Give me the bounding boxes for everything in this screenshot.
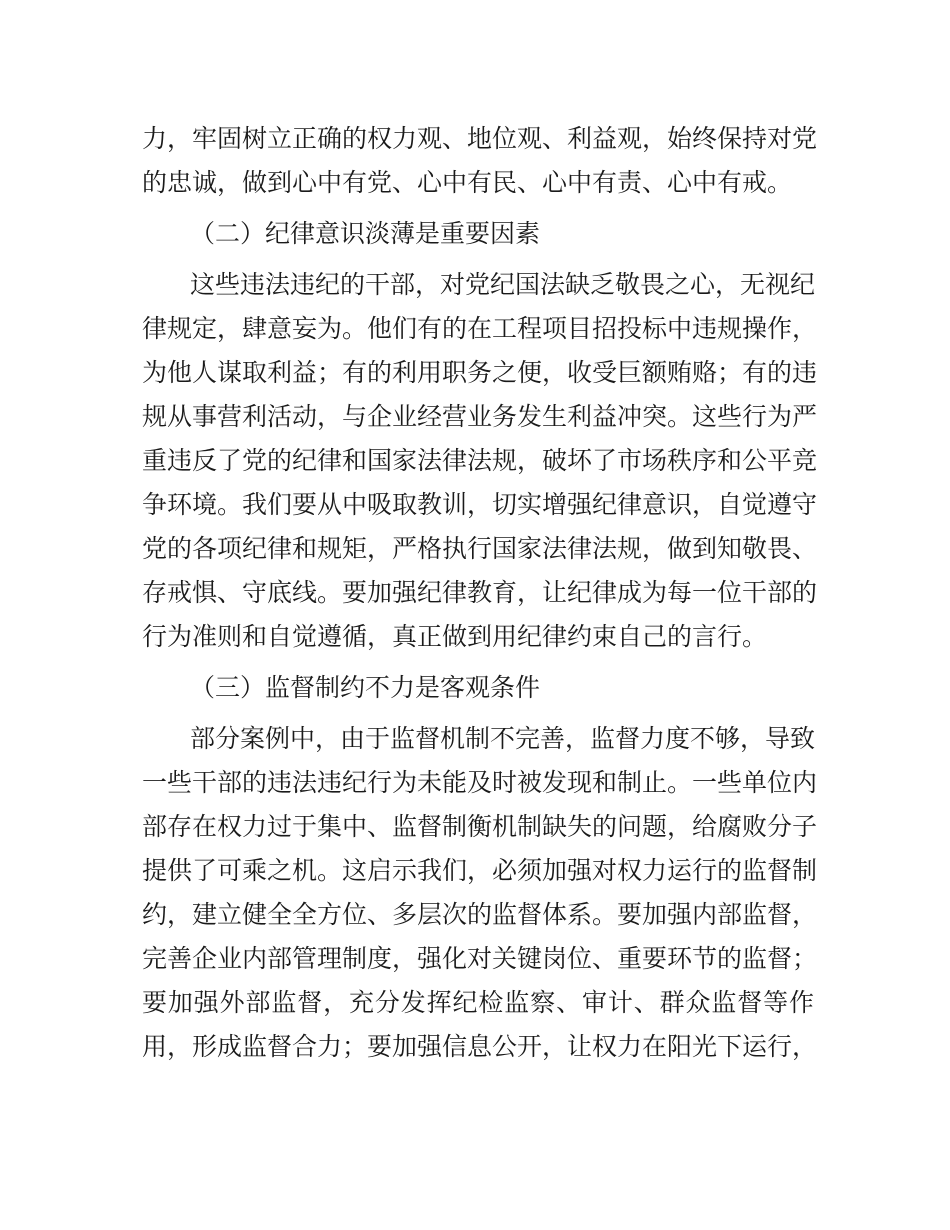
paragraph-line: 约，建立健全全方位、多层次的监督体系。要加强内部监督，	[142, 900, 818, 929]
paragraph-line: 律规定，肆意妄为。他们有的在工程项目招投标中违规操作，	[142, 314, 818, 343]
paragraph-line: 重违反了党的纪律和国家法律法规，破坏了市场秩序和公平竞	[142, 446, 818, 475]
paragraph-line: 完善企业内部管理制度，强化对关键岗位、重要环节的监督；	[142, 944, 818, 973]
paragraph-line: 要加强外部监督，充分发挥纪检监察、审计、群众监督等作	[142, 988, 814, 1017]
paragraph-line: 存戒惧、守底线。要加强纪律教育，让纪律成为每一位干部的	[142, 578, 818, 607]
paragraph-line: 部分案例中，由于监督机制不完善，监督力度不够，导致	[190, 724, 816, 753]
section-heading: （三）监督制约不力是客观条件	[190, 673, 541, 702]
paragraph-line: 规从事营利活动，与企业经营业务发生利益冲突。这些行为严	[142, 402, 818, 431]
paragraph-line: 党的各项纪律和规矩，严格执行国家法律法规，做到知敬畏、	[142, 534, 818, 563]
paragraph-line: 一些干部的违法违纪行为未能及时被发现和制止。一些单位内	[142, 768, 818, 797]
paragraph-line: 力，牢固树立正确的权力观、地位观、利益观，始终保持对党	[142, 124, 818, 153]
paragraph-line: 部存在权力过于集中、监督制衡机制缺失的问题，给腐败分子	[142, 812, 818, 841]
paragraph-line: 这些违法违纪的干部，对党纪国法缺乏敬畏之心，无视纪	[190, 270, 816, 299]
paragraph-line: 的忠诚，做到心中有党、心中有民、心中有责、心中有戒。	[142, 168, 793, 197]
paragraph-line: 争环境。我们要从中吸取教训，切实增强纪律意识，自觉遵守	[142, 490, 818, 519]
paragraph-line: 为他人谋取利益；有的利用职务之便，收受巨额贿赂；有的违	[142, 358, 818, 387]
paragraph-line: 行为准则和自觉遵循，真正做到用纪律约束自己的言行。	[142, 622, 768, 651]
paragraph-line: 用，形成监督合力；要加强信息公开，让权力在阳光下运行，	[142, 1032, 818, 1061]
paragraph-line: 提供了可乘之机。这启示我们，必须加强对权力运行的监督制	[142, 856, 818, 885]
section-heading: （二）纪律意识淡薄是重要因素	[190, 219, 541, 248]
